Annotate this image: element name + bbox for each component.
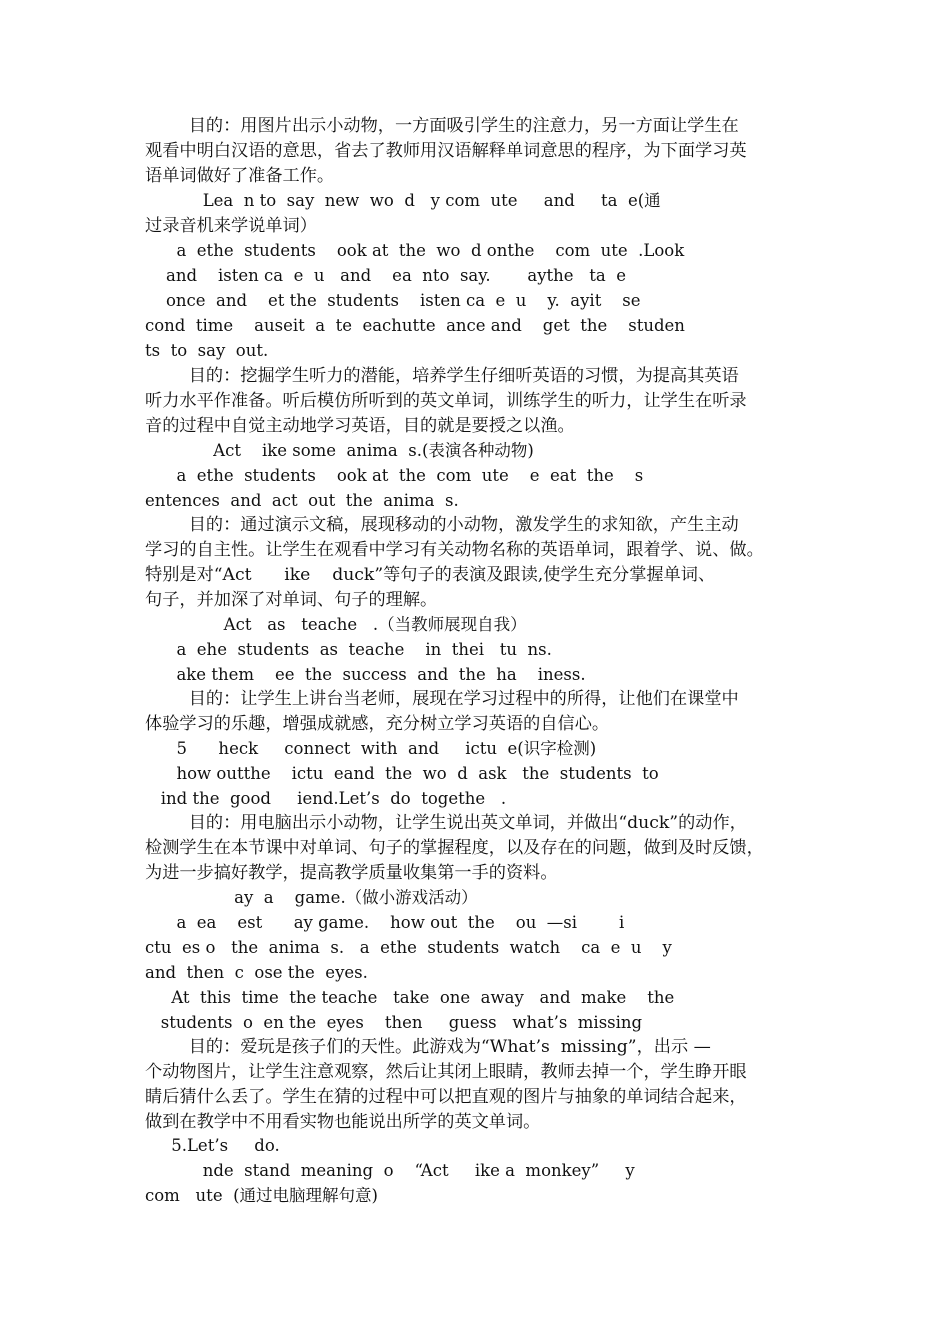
- paragraph-line: 做到在教学中不用看实物也能说出所学的英文单词。: [145, 1112, 541, 1132]
- paragraph-line: 过录音机来学说单词）: [145, 216, 317, 236]
- paragraph-line: Lea n to say new wo d y com ute and ta e(通: [145, 191, 661, 210]
- paragraph-line: ay a game.（做小游戏活动）: [145, 888, 478, 907]
- paragraph-line: 目的：通过演示文稿，展现移动的小动物，激发学生的求知欲，产生主动: [145, 515, 739, 535]
- paragraph-line: a ehe students as teache in thei tu ns.: [145, 640, 552, 659]
- paragraph-line: 目的：用图片出示小动物，一方面吸引学生的注意力，另一方面让学生在: [145, 116, 739, 136]
- paragraph-line: 目的：让学生上讲台当老师，展现在学习过程中的所得，让他们在课堂中: [145, 689, 739, 709]
- paragraph-line: nde stand meaning o “Act ike a monkey” y: [145, 1161, 635, 1180]
- paragraph-line: 体验学习的乐趣，增强成就感，充分树立学习英语的自信心。: [145, 714, 610, 734]
- paragraph-line: 目的：爱玩是孩子们的天性。此游戏为“What’s missing”，出示 —: [145, 1037, 711, 1057]
- paragraph-line: 学习的自主性。让学生在观看中学习有关动物名称的英语单词，跟着学、说、做。: [145, 540, 764, 560]
- paragraph-line: Act ike some anima s.(表演各种动物): [145, 441, 534, 460]
- paragraph-line: students o en the eyes then guess what’s missing: [145, 1013, 643, 1032]
- paragraph-line: 检测学生在本节课中对单词、句子的掌握程度，以及存在的问题，做到及时反馈，: [145, 838, 764, 858]
- paragraph-line: a ea est ay game. how out the ou —si i: [145, 913, 625, 932]
- paragraph-line: ake them ee the success and the ha iness.: [145, 665, 586, 684]
- paragraph-line: entences and act out the anima s.: [145, 491, 459, 510]
- paragraph-line: cond time auseit a te eachutte ance and get the studen: [145, 316, 685, 335]
- paragraph-line: 句子，并加深了对单词、句子的理解。: [145, 590, 438, 610]
- paragraph-line: 观看中明白汉语的意思，省去了教师用汉语解释单词意思的程序，为下面学习英: [145, 141, 747, 161]
- paragraph-line: 语单词做好了准备工作。: [145, 166, 335, 186]
- paragraph-line: 特别是对“Act ike duck”等句子的表演及跟读,使学生充分掌握单词、: [145, 565, 716, 585]
- paragraph-line: 目的：挖掘学生听力的潜能，培养学生仔细听英语的习惯，为提高其英语: [145, 366, 739, 386]
- paragraph-line: once and et the students isten ca e u y. ayit se: [145, 291, 641, 310]
- paragraph-line: and then c ose the eyes.: [145, 963, 368, 982]
- paragraph-line: 5 heck connect with and ictu e(识字检测): [145, 739, 597, 758]
- paragraph-line: how outthe ictu eand the wo d ask the students to: [145, 764, 659, 783]
- paragraph-line: 为进一步搞好教学，提高教学质量收集第一手的资料。: [145, 863, 558, 883]
- paragraph-line: Act as teache .（当教师展现自我）: [145, 615, 527, 634]
- paragraph-line: 听力水平作准备。听后模仿所听到的英文单词，训练学生的听力，让学生在听录: [145, 391, 747, 411]
- paragraph-line: 睛后猜什么丢了。学生在猜的过程中可以把直观的图片与抽象的单词结合起来，: [145, 1087, 747, 1107]
- paragraph-line: ctu es o the anima s. a ethe students watch ca e u y: [145, 938, 672, 957]
- paragraph-line: ts to say out.: [145, 341, 269, 360]
- paragraph-line: and isten ca e u and ea nto say. aythe ta e: [145, 266, 626, 285]
- paragraph-line: ind the good iend.Let’s do togethe .: [145, 789, 507, 808]
- paragraph-line: At this time the teache take one away and make the: [145, 988, 675, 1007]
- paragraph-line: a ethe students ook at the com ute e eat the s: [145, 466, 644, 485]
- paragraph-line: 目的：用电脑出示小动物，让学生说出英文单词，并做出“duck”的动作，: [145, 813, 747, 833]
- paragraph-line: 个动物图片，让学生注意观察，然后让其闭上眼睛，教师去掉一个，学生睁开眼: [145, 1062, 747, 1082]
- paragraph-line: 5.Let’s do.: [145, 1136, 280, 1155]
- paragraph-line: 音的过程中自觉主动地学习英语，目的就是要授之以渔。: [145, 416, 575, 436]
- paragraph-line: com ute (通过电脑理解句意): [145, 1186, 378, 1205]
- paragraph-line: a ethe students ook at the wo d onthe com ute .Look: [145, 241, 685, 260]
